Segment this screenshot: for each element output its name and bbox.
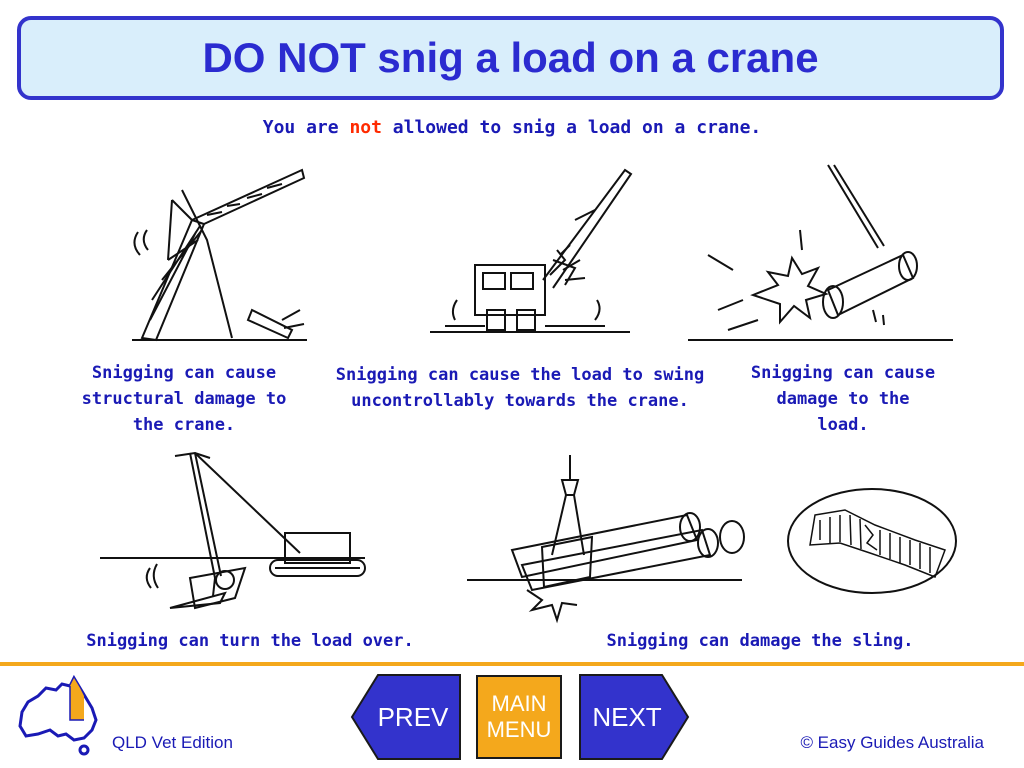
prev-label: PREV xyxy=(377,701,449,732)
caption-turn-over: Snigging can turn the load over. xyxy=(86,631,414,651)
prev-button[interactable] xyxy=(350,673,462,761)
damaged-pipe-illustration xyxy=(688,160,953,345)
intro-text-before: You are xyxy=(262,117,350,138)
menu-label-line2: MENU xyxy=(486,717,552,742)
copyright-label: © Easy Guides Australia xyxy=(800,733,984,752)
main-menu-button[interactable] xyxy=(476,675,562,759)
caption-load-swing: Snigging can cause the load to swing uncontrollably towards the crane. xyxy=(335,365,705,411)
caption-sling-damage: Snigging can damage the sling. xyxy=(606,631,914,651)
page-title: DO NOT snig a load on a crane xyxy=(202,34,819,81)
caption-structural-damage: Snigging can cause structural damage to the crane. xyxy=(81,363,287,435)
next-button[interactable] xyxy=(578,673,690,761)
intro-text-after: allowed to snig a load on a crane. xyxy=(381,117,762,138)
caption-load-damage: Snigging can cause damage to the load. xyxy=(750,363,936,435)
slung-pipes-illustration xyxy=(462,455,752,625)
crane-collapse-illustration xyxy=(112,160,312,345)
intro-highlight: not xyxy=(349,117,382,138)
crawler-crane-tipping-illustration xyxy=(95,448,370,618)
title-banner xyxy=(17,16,1004,100)
menu-label-line1: MAIN xyxy=(491,691,547,716)
intro-text xyxy=(0,117,1024,138)
footer-divider xyxy=(0,662,1024,666)
crane-swing-illustration xyxy=(425,160,635,340)
frayed-sling-illustration xyxy=(785,485,960,597)
next-label: NEXT xyxy=(592,701,662,732)
edition-label: QLD Vet Edition xyxy=(112,733,233,752)
australia-map-logo xyxy=(14,674,104,758)
